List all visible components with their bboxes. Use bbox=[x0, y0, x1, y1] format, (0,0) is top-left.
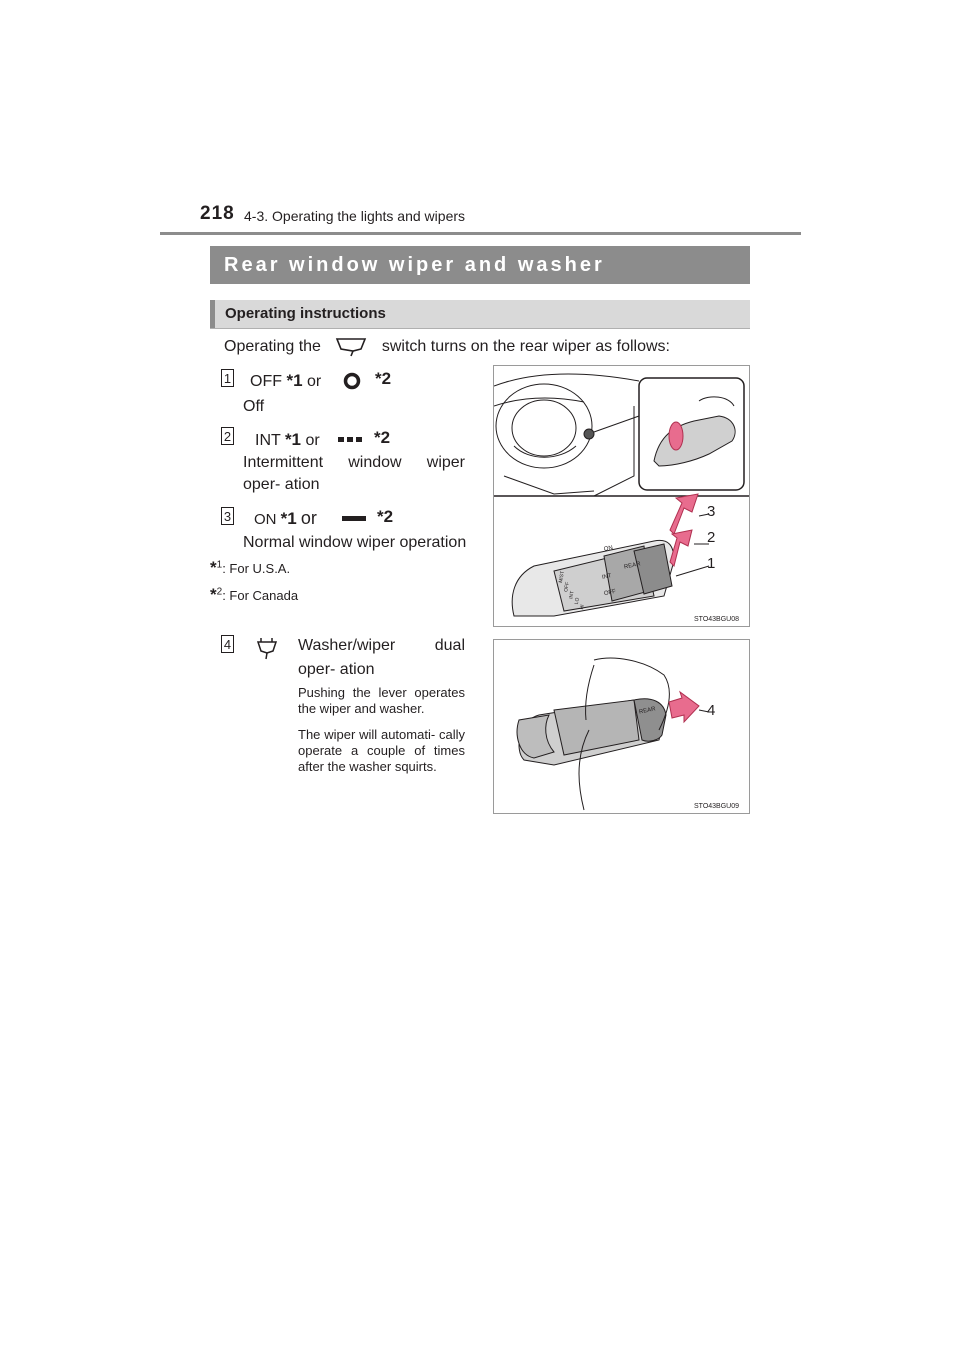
dashed-bar-icon bbox=[338, 433, 364, 451]
intro-after: switch turns on the rear wiper as follows: bbox=[381, 338, 670, 355]
figure1-code: STO43BGU08 bbox=[694, 616, 740, 623]
figure-washer-lever bbox=[493, 639, 750, 814]
figure-washer-lever-drawing bbox=[494, 640, 749, 813]
washer-title: Washer/wiper dual oper- ation bbox=[298, 637, 465, 678]
item-3-note1: *1 bbox=[280, 509, 297, 528]
item-number-4: 4 bbox=[221, 635, 234, 653]
figure1-label-hi: HI bbox=[579, 604, 586, 610]
item-2-desc: Intermittent window wiper oper- ation bbox=[243, 454, 465, 493]
item-3-line bbox=[254, 508, 317, 529]
footnote-1-mark: 1 bbox=[216, 559, 223, 571]
footnote-2-text: : For Canada bbox=[222, 588, 299, 603]
subsection-title: Operating instructions bbox=[210, 300, 750, 328]
item-2-label: INT bbox=[255, 432, 281, 449]
figure1-label-rear: REAR bbox=[623, 561, 642, 571]
item-2-or: or bbox=[305, 432, 320, 449]
page-number: 218 bbox=[200, 203, 235, 224]
item-1-label: OFF bbox=[250, 373, 282, 390]
item-3-label: ON bbox=[254, 511, 277, 528]
item-2-note2: *2 bbox=[374, 428, 391, 447]
figure2-callout-4: 4 bbox=[707, 702, 716, 719]
intro-before: Operating the bbox=[224, 338, 321, 355]
section-name: 4-3. Operating the lights and wipers bbox=[244, 208, 466, 224]
figure1-label-off: OFF bbox=[603, 588, 617, 598]
figure1-label-on: ON bbox=[603, 545, 614, 553]
item-number-2: 2 bbox=[221, 427, 234, 445]
figure-wiper-lever-drawing bbox=[494, 366, 749, 626]
item-number-3: 3 bbox=[221, 507, 234, 525]
item-2-note1: *1 bbox=[284, 430, 302, 449]
figure1-callout-2: 2 bbox=[707, 529, 716, 546]
figure2-label-rear: REAR bbox=[638, 706, 657, 716]
figure2-code: STO43BGU09 bbox=[694, 803, 740, 810]
item-number-1: 1 bbox=[221, 369, 234, 387]
header-rule bbox=[160, 232, 801, 235]
footnote-2: *$^2$: For Canada bbox=[210, 585, 299, 604]
item-1-note2: *2 bbox=[375, 369, 392, 388]
figure-wiper-lever bbox=[493, 365, 750, 627]
figure1-label-off-2: OFF bbox=[563, 581, 571, 593]
subsection-divider bbox=[210, 328, 750, 329]
page-title: Rear window wiper and washer bbox=[210, 246, 750, 284]
footnote-1-text: : For U.S.A. bbox=[222, 561, 291, 576]
washer-paragraph-1: Pushing the lever operates the wiper and washer. bbox=[298, 685, 465, 716]
item-1-note1: *1 bbox=[286, 371, 303, 390]
figure1-label-lo: LO bbox=[573, 597, 581, 605]
item-3-desc: Normal window wiper operation bbox=[243, 534, 467, 551]
rear-wiper-icon bbox=[325, 339, 377, 355]
item-1-or: or bbox=[306, 373, 322, 390]
item-1-desc: Off bbox=[243, 398, 265, 415]
footnote-1: *$^1$: For U.S.A. bbox=[210, 558, 291, 577]
washer-paragraph-2: The wiper will automati- cally operate a couple of times after the washer squirts. bbox=[298, 727, 465, 774]
item-2-line bbox=[255, 430, 320, 450]
figure1-callout-3: 3 bbox=[707, 503, 716, 520]
rear-washer-icon bbox=[252, 634, 282, 669]
footnote-2-mark: 2 bbox=[216, 586, 223, 598]
figure1-label-mist: MIST bbox=[557, 570, 566, 584]
figure1-label-int-2: INT bbox=[568, 590, 576, 600]
figure1-callout-1: 1 bbox=[707, 555, 716, 572]
item-1-line bbox=[250, 371, 321, 391]
intro-text bbox=[224, 338, 670, 356]
item-3-note2: *2 bbox=[377, 507, 394, 526]
figure1-label-int: INT bbox=[601, 573, 613, 581]
ring-icon bbox=[342, 372, 362, 395]
item-3-or: or bbox=[300, 508, 317, 528]
solid-bar-icon bbox=[342, 511, 368, 529]
